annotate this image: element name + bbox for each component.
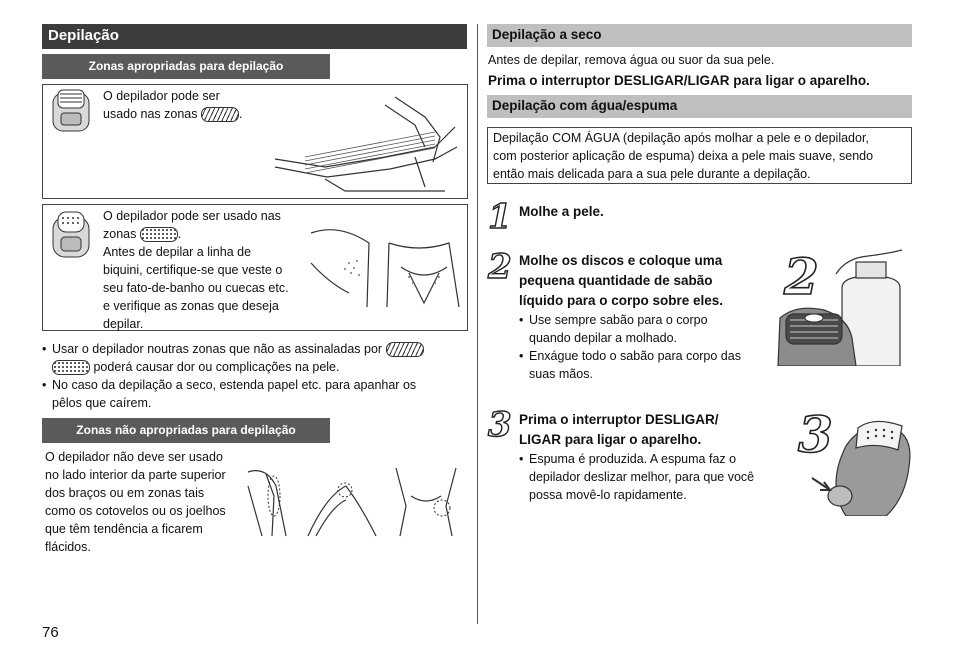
epilator-switch-illustration [806,416,914,516]
box2-text-line2: zonas [103,227,137,241]
step-2-title [519,251,723,311]
step-2-title-line: líquido para o corpo sobre eles. [519,293,724,308]
step-3-number: 3 [488,405,512,445]
inappropriate-line: O depilador não deve ser usado [45,450,223,464]
note2-text-a: No caso da depilação a seco, estenda papel etc. para apanhar os [52,378,417,392]
dotted-zone-icon [140,227,178,242]
box2-text-period: . [177,227,182,241]
step-2-bullet [519,347,741,383]
dry-depilation-instruction: Prima o interruptor DESLIGAR/LIGAR para ligar o aparelho. [488,73,870,88]
note2-text-b: pêlos que caírem. [52,396,152,410]
bullet-line: quando depilar a molhado. [529,331,678,345]
bullet-line: suas mãos. [529,367,593,381]
step-3-title-line: LIGAR para ligar o aparelho. [519,432,702,447]
wet-box-line: Depilação COM ÁGUA (depilação após molhar a pele e o depilador, [493,131,869,145]
wet-box-line: então mais delicada para a sua pele durante a depilação. [493,167,811,181]
bullet-line: Espuma é produzida. A espuma faz o [529,452,737,466]
box1-text-line2: usado nas zonas [103,107,198,121]
figure-2-number: 2 [784,247,819,306]
bullet-line: Enxágue todo o sabão para corpo das [529,349,741,363]
wet-depilation-header: Depilação com água/espuma [487,95,912,118]
note1-text-a: Usar o depilador noutras zonas que não as assinaladas por [52,342,383,356]
step-3-bullet [519,450,754,504]
bullet-line: possa movê-lo rapidamente. [529,488,687,502]
note-item [42,376,462,412]
wet-depilation-info-box [487,127,912,184]
step-3-bullets [519,450,754,504]
underarm-bikini-illustration [309,223,465,309]
appropriate-zones-box-legs [42,84,468,199]
inappropriate-line: que têm tendência a ficarem [45,522,203,536]
box2-text-line7: depilar. [103,317,144,331]
step-2-title-line: Molhe os discos e coloque uma [519,253,723,268]
step-3-title [519,410,719,450]
dry-depilation-header: Depilação a seco [487,24,912,47]
box1-text-period: . [239,107,243,121]
note-item [42,340,462,376]
appropriate-zones-header: Zonas apropriadas para depilação [42,54,330,79]
step-2-bullets [519,311,741,383]
step-3-title-line: Prima o interruptor DESLIGAR/ [519,412,719,427]
legs-illustration [265,87,465,197]
inappropriate-line: como os cotovelos ou os joelhos [45,504,226,518]
inappropriate-line: no lado interior da parte superior [45,468,226,482]
inappropriate-line: dos braços ou em zonas tais [45,486,205,500]
step-2-title-line: pequena quantidade de sabão [519,273,713,288]
box2-text-line3: Antes de depilar a linha de [103,245,252,259]
inappropriate-zones-illustration [246,466,464,538]
inappropriate-zones-text [45,448,245,556]
dotted-zone-icon [52,360,90,375]
epilator-head-dotted-icon [47,209,95,261]
hatched-zone-icon [201,107,239,122]
bullet-line: Use sempre sabão para o corpo [529,313,708,327]
box1-text-line1: O depilador pode ser [103,89,220,103]
appropriate-zones-box-bikini [42,204,468,331]
inappropriate-zones-header: Zonas não apropriadas para depilação [42,418,330,443]
epilator-head-hatched-icon [47,87,95,135]
step-1-number: 1 [488,197,512,237]
inappropriate-line: flácidos. [45,540,91,554]
box2-text-line1: O depilador pode ser usado nas [103,209,281,223]
usage-notes [42,340,462,412]
step-2-number: 2 [488,247,512,287]
soap-on-discs-illustration [776,248,912,366]
hatched-zone-icon [386,342,424,357]
note1-text-b: poderá causar dor ou complicações na pele. [93,360,340,374]
wet-box-line: com posterior aplicação de espuma) deixa a pele mais suave, sendo [493,149,874,163]
box2-text-line6: e verifique as zonas que deseja [103,299,279,313]
box2-text-line4: biquini, certifique-se que veste o [103,263,283,277]
figure-3-number: 3 [798,405,833,464]
dry-depilation-text: Antes de depilar, remova água ou suor da sua pele. [488,53,775,67]
page-number: 76 [42,624,59,641]
column-divider [477,24,478,624]
bullet-line: depilador deslizar melhor, para que você [529,470,755,484]
step-1-title: Molhe a pele. [519,204,604,219]
box2-text-line5: seu fato-de-banho ou cuecas etc. [103,281,289,295]
step-2-bullet [519,311,741,347]
section-title: Depilação [42,24,467,49]
